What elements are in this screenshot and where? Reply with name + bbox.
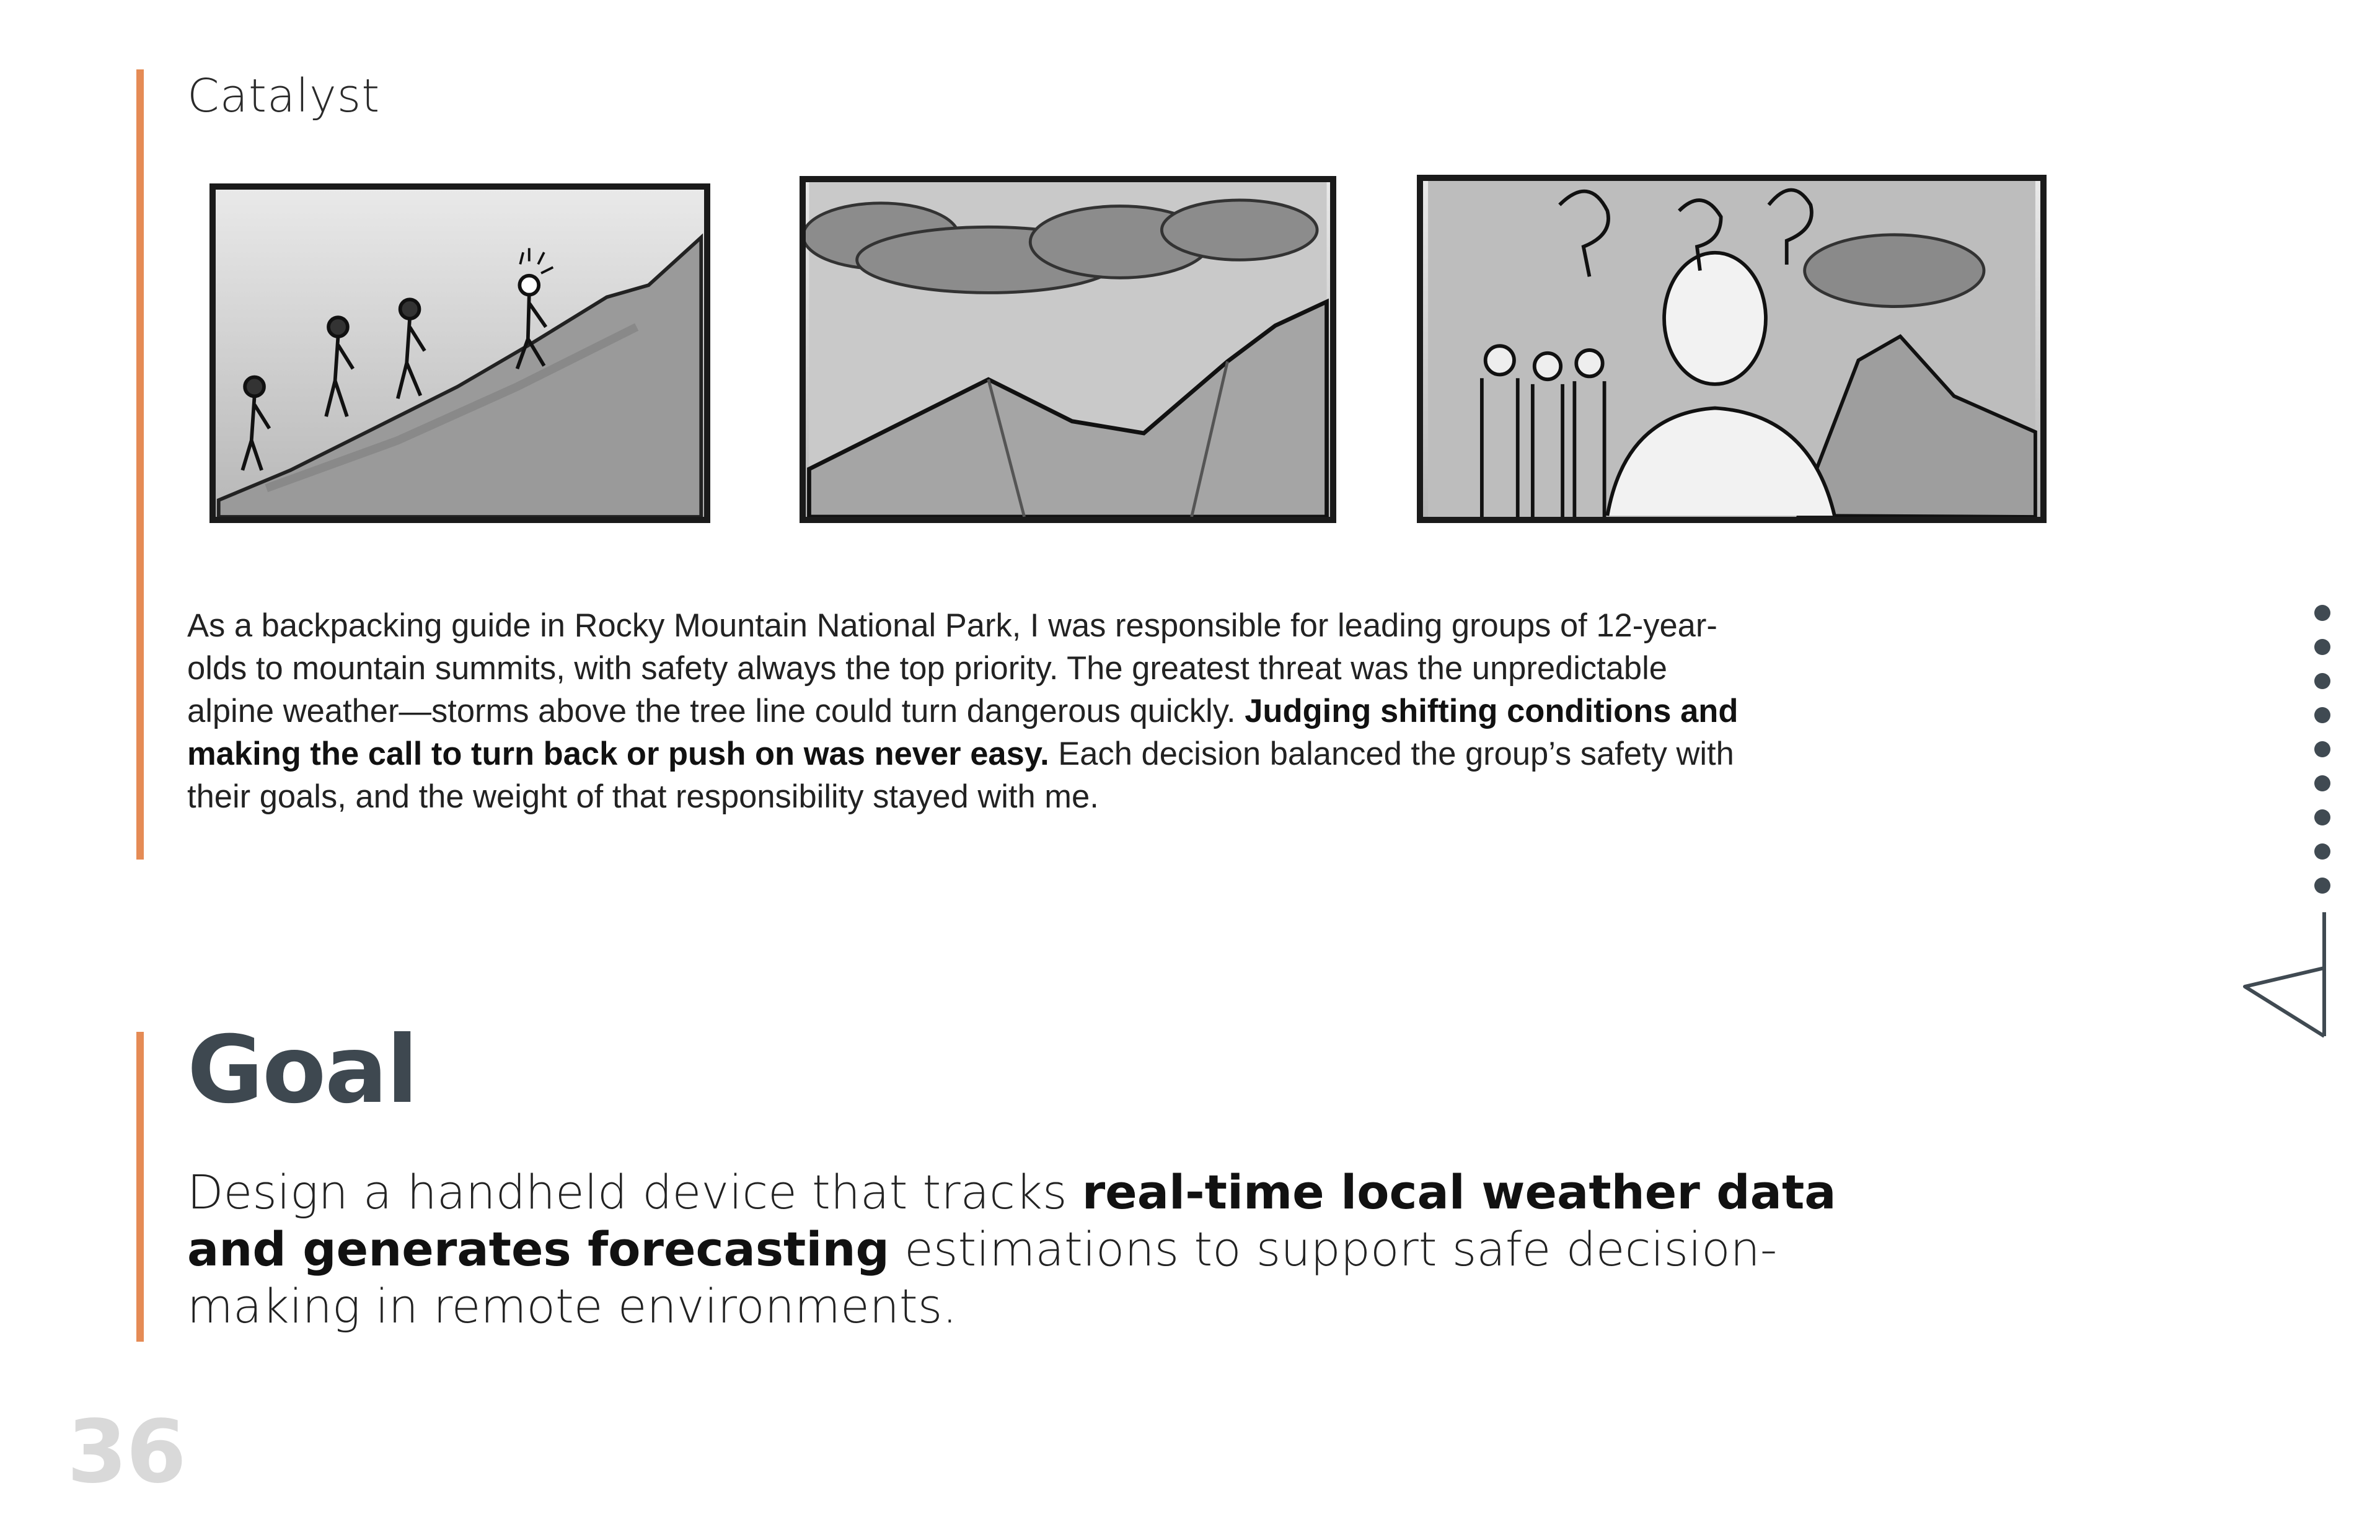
nav-dot[interactable] xyxy=(2314,707,2330,723)
nav-dot[interactable] xyxy=(2314,673,2330,689)
catalyst-text-bold: Judging shifting conditions and making the call to turn back or push on was never easy. xyxy=(187,693,1739,772)
nav-dot[interactable] xyxy=(2314,741,2330,757)
storyboard-frame-clouds xyxy=(800,176,1336,523)
paper-plane-arrow-icon[interactable] xyxy=(2239,906,2332,1045)
goal-text-bold: real-time local weather data and generates forecasting xyxy=(187,1164,1836,1277)
hikers-sketch xyxy=(216,190,704,517)
storyboard-frame-decision xyxy=(1417,175,2047,523)
goal-text-start: Design a handheld device that tracks xyxy=(187,1164,1082,1220)
storyboard-frame-hikers xyxy=(209,183,710,523)
catalyst-text-end: Each decision balanced the group’s safety with their goals, and the weight of that responsibility stayed with me. xyxy=(187,736,1734,815)
clouds-sketch xyxy=(806,182,1330,517)
catalyst-heading: Catalyst xyxy=(187,69,381,123)
nav-dot[interactable] xyxy=(2314,605,2330,621)
nav-dot[interactable] xyxy=(2314,775,2330,791)
goal-text-end: estimations to support safe decision-making in remote environments. xyxy=(187,1221,1778,1334)
page-nav-dots xyxy=(2314,605,2332,912)
goal-paragraph xyxy=(187,1164,1923,1335)
goal-heading: Goal xyxy=(187,1016,417,1124)
nav-dot[interactable] xyxy=(2314,843,2330,860)
decision-sketch xyxy=(1423,181,2040,517)
nav-dot[interactable] xyxy=(2314,809,2330,825)
nav-dot[interactable] xyxy=(2314,878,2330,894)
nav-dot[interactable] xyxy=(2314,639,2330,655)
goal-accent-bar xyxy=(136,1032,144,1342)
catalyst-text-start: As a backpacking guide in Rocky Mountain National Park, I was responsible for leading groups of 12-year-olds to mountain summits, with safety always the top priority. The greatest threat was the unpredictable alpine weather—storms above the tree line could turn dangerous quickly. xyxy=(187,607,1717,729)
catalyst-paragraph xyxy=(187,604,1749,818)
catalyst-accent-bar xyxy=(136,69,144,860)
page-number: 36 xyxy=(67,1402,185,1503)
